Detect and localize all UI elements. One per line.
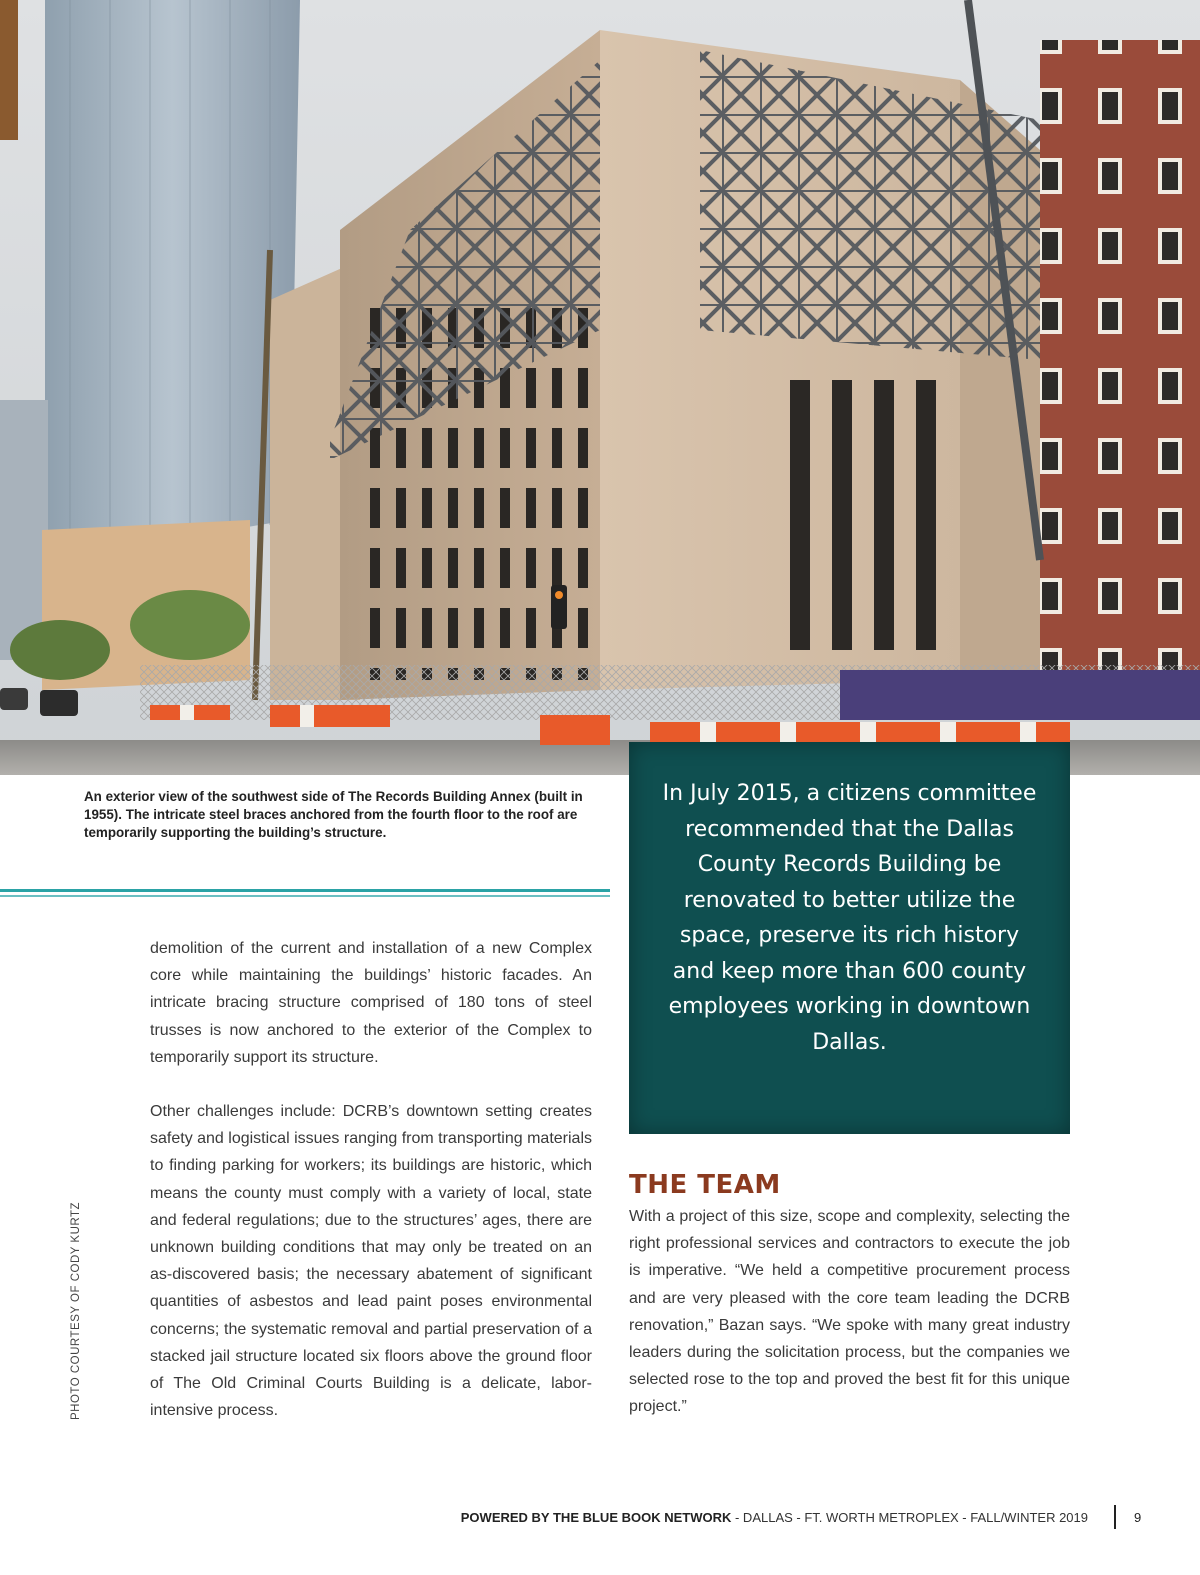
- page-number: 9: [1134, 1510, 1142, 1525]
- body-paragraph-1: demolition of the current and installation of a new Complex core while maintaining the buildings’ historic facades. An intricate bracing structure comprised of 180 tons of steel trusses is now anchored to the exterior of the Complex to temporarily support its structure.: [150, 940, 592, 1066]
- building-photo: [0, 0, 1200, 775]
- footer-publisher: POWERED BY THE BLUE BOOK NETWORK: [460, 1510, 732, 1525]
- photo-caption: An exterior view of the southwest side of The Records Building Annex (built in 1955). The intricate steel braces anchored from the fourth floor to the roof are temporarily supporting the building’s structure.: [84, 789, 583, 840]
- pull-quote-box: [629, 742, 1070, 1134]
- article-body-right: [629, 1203, 1070, 1421]
- article-body-left: [150, 935, 592, 1451]
- pull-quote-text: In July 2015, a citizens committee recommended that the Dallas County Records Building be renovated to better utilize the space, preserve its rich history and keep more than 600 county employees working in downtown Dallas.: [662, 781, 1037, 1055]
- team-paragraph: With a project of this size, scope and complexity, selecting the right professional services and contractors to execute the job is imperative. “We held a competitive procurement process and are very pleased with the core team leading the DCRB renovation,” Bazan says. “We spoke with many great industry leaders during the solicitation process, but the companies we selected rose to the top and proved the best fit for this unique project.”: [629, 1208, 1070, 1416]
- team-heading: THE TEAM: [629, 1170, 781, 1200]
- body-paragraph-2: Other challenges include: DCRB’s downtown setting creates safety and logistical issues ranging from transporting materials to finding parking for workers; its buildings are historic, which means the county must comply with a variety of local, state and federal regulations; due to the structures’ ages, there are unknown building conditions that may only be treated on an as-discovered basis; the necessary abatement of significant quantities of asbestos and lead paint poses environmental concerns; the systematic removal and partial preservation of a stacked jail structure located six floors above the ground floor of The Old Criminal Courts Building is a delicate, labor-intensive process.: [150, 1103, 592, 1420]
- footer-edition: - DALLAS - FT. WORTH METROPLEX - FALL/WINTER 2019: [731, 1510, 1088, 1525]
- footer-divider: [1114, 1505, 1116, 1529]
- page-footer: [461, 1510, 1088, 1525]
- section-divider: [0, 889, 610, 892]
- photo-credit: PHOTO COURTESY OF CODY KURTZ: [70, 1201, 82, 1420]
- section-divider-thin: [0, 895, 610, 897]
